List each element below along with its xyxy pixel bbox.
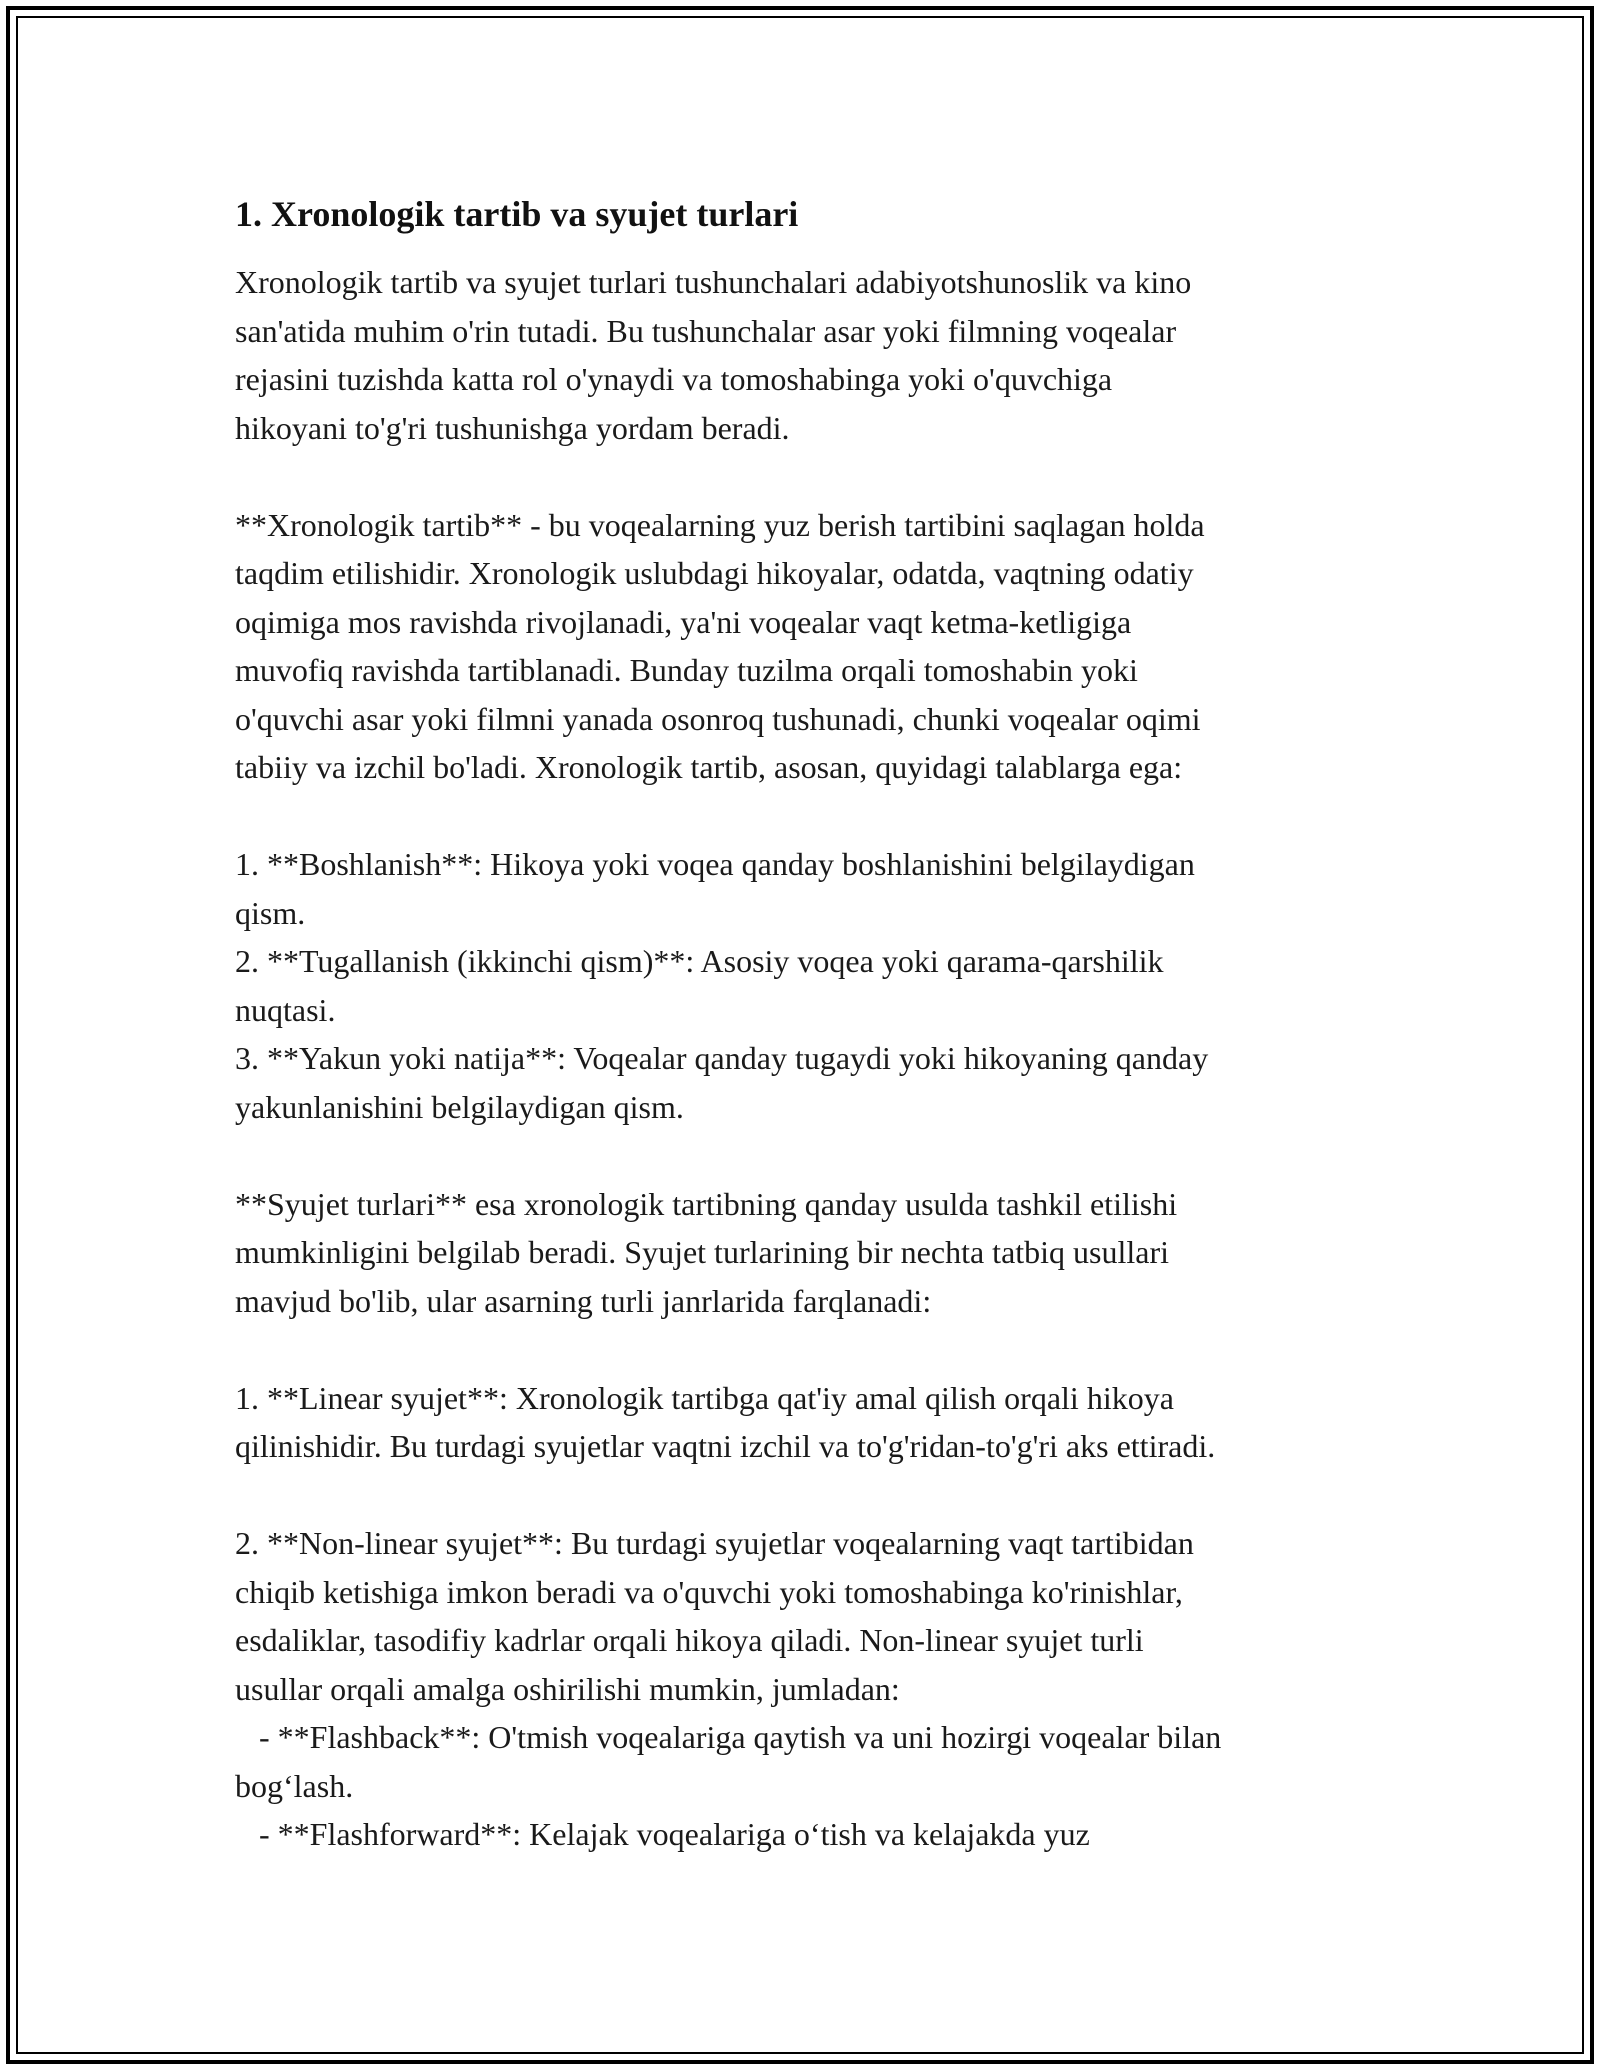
- text-line: yakunlanishini belgilaydigan qism.: [235, 1088, 684, 1125]
- text-line: taqdim etilishidir. Xronologik uslubdagi hikoyalar, odatda, vaqtning odatiy: [235, 555, 1194, 591]
- text-line: 3. **Yakun yoki natija**: Voqealar qanday tugaydi yoki hikoyaning qanday: [235, 1040, 1209, 1076]
- text-block: [235, 258, 1385, 1859]
- paragraph-gap: [235, 452, 1385, 501]
- text-line: - **Flashback**: O'tmish voqealariga qaytish va uni hozirgi voqealar bilan: [235, 1719, 1222, 1755]
- document-body: [235, 186, 1385, 1859]
- text-line: qilinishidir. Bu turdagi syujetlar vaqtni izchil va to'g'ridan-to'g'ri aks ettiradi.: [235, 1428, 1216, 1464]
- text-line: **Syujet turlari** esa xronologik tartibning qanday usulda tashkil etilishi: [235, 1185, 1178, 1222]
- text-line: **Xronologik tartib** - bu voqealarning yuz berish tartibini saqlagan holda: [235, 506, 1205, 543]
- text-line: nuqtasi.: [235, 991, 336, 1028]
- paragraph-gap: [235, 1471, 1385, 1520]
- text-line: oqimiga mos ravishda rivojlanadi, ya'ni voqealar vaqt ketma-ketligiga: [235, 603, 1132, 640]
- section-heading: 1. Xronologik tartib va syujet turlari: [235, 194, 799, 234]
- text-line: tabiiy va izchil bo'ladi. Xronologik tartib, asosan, quyidagi talablarga ega:: [235, 749, 1183, 785]
- text-line: 2. **Non-linear syujet**: Bu turdagi syujetlar voqealarning vaqt tartibidan: [235, 1525, 1194, 1561]
- text-line: rejasini tuzishda katta rol o'ynaydi va tomoshabinga yoki o'quvchiga: [235, 361, 1113, 397]
- text-line: usullar orqali amalga oshirilishi mumkin, jumladan:: [235, 1670, 900, 1707]
- text-line: mumkinligini belgilab beradi. Syujet turlarining bir nechta tatbiq usullari: [235, 1234, 1170, 1270]
- text-line: Xronologik tartib va syujet turlari tushunchalari adabiyotshunoslik va kino: [235, 264, 1192, 300]
- text-line: 1. **Boshlanish**: Hikoya yoki voqea qanday boshlanishini belgilaydigan: [235, 846, 1195, 882]
- text-line: hikoyani to'g'ri tushunishga yordam beradi.: [235, 409, 790, 446]
- paragraph-gap: [235, 792, 1385, 841]
- text-line: mavjud bo'lib, ular asarning turli janrlarida farqlanadi:: [235, 1282, 932, 1319]
- text-line: bog‘lash.: [235, 1767, 354, 1804]
- paragraph-gap: [235, 1131, 1385, 1180]
- text-line: muvofiq ravishda tartiblanadi. Bunday tuzilma orqali tomoshabin yoki: [235, 652, 1138, 688]
- text-line: esdaliklar, tasodifiy kadrlar orqali hikoya qiladi. Non-linear syujet turli: [235, 1622, 1144, 1658]
- paragraph-gap: [235, 1325, 1385, 1374]
- text-line: 2. **Tugallanish (ikkinchi qism)**: Asosiy voqea yoki qarama-qarshilik: [235, 943, 1164, 979]
- text-line: qism.: [235, 894, 306, 931]
- text-line: 1. **Linear syujet**: Xronologik tartibga qat'iy amal qilish orqali hikoya: [235, 1379, 1174, 1416]
- text-line: o'quvchi asar yoki filmni yanada osonroq tushunadi, chunki voqealar oqimi: [235, 700, 1201, 737]
- text-line: san'atida muhim o'rin tutadi. Bu tushunchalar asar yoki filmning voqealar: [235, 312, 1177, 349]
- text-line: - **Flashforward**: Kelajak voqealariga o‘tish va kelajakda yuz: [235, 1816, 1090, 1852]
- text-line: chiqib ketishiga imkon beradi va o'quvchi yoki tomoshabinga ko'rinishlar,: [235, 1573, 1183, 1610]
